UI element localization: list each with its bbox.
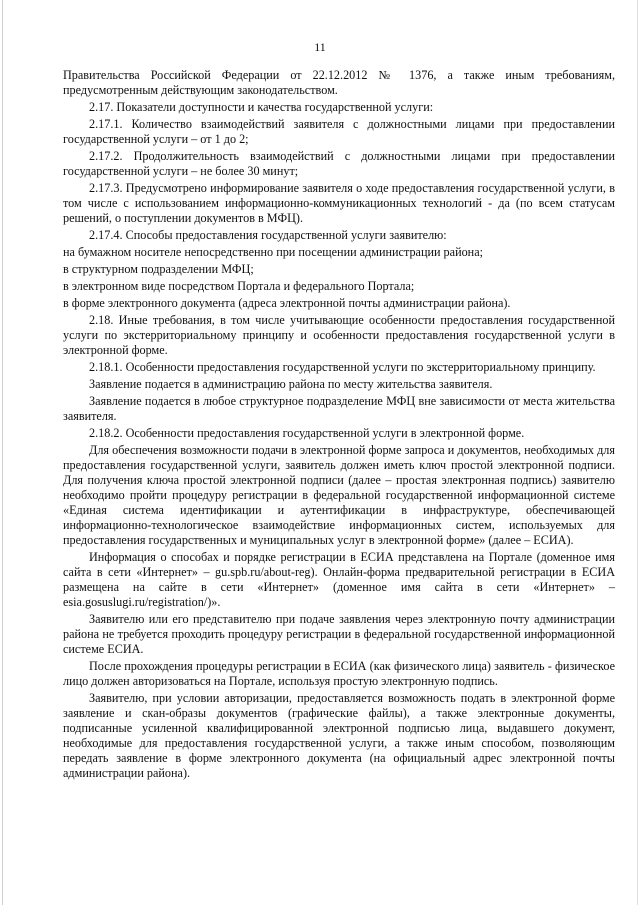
paragraph: 2.17. Показатели доступности и качества государственной услуги: [89,100,434,114]
paragraph: 2.17.4. Способы предоставления государственной услуги заявителю: [89,228,447,242]
paragraph: в структурном подразделении МФЦ; [63,262,254,276]
paragraph: 2.18.1. Особенности предоставления государственной услуги по экстерриториальному принципу. [89,360,596,374]
document-body [63,68,615,783]
paragraph: 2.17.2. Продолжительность взаимодействий с должностными лицами при предоставлении государственной услуги – не более 30 минут; [63,149,615,178]
paragraph: 2.18. Иные требования, в том числе учитывающие особенности предоставления государственной услуги по экстерриториальному принципу и особенности предоставления государственной услуги в электронной форме. [63,313,615,357]
paragraph: Для обеспечения возможности подачи в электронной форме запроса и документов, необходимых для предоставления государственной услуги, заявитель должен иметь ключ простой электронной подписи. Для получения ключа простой электронной подписи (далее – простая электронная подпись) заявителю необходимо пройти процедуру регистрации в федеральной государственной информационной системе «Единая система идентификации и аутентификации в инфраструктуре, обеспечивающей информационно-технологическое взаимодействие информационных систем, используемых для предоставления государственных и муниципальных услуг в электронной форме» (далее – ЕСИА). [63,443,615,547]
paragraph: Заявление подается в администрацию района по месту жительства заявителя. [89,377,493,391]
page-number: 11 [314,40,326,54]
paragraph: Правительства Российской Федерации от 22.12.2012 № 1376, а также иным требованиям, предусмотренным действующим законодательством. [63,68,615,97]
paragraph: 2.17.3. Предусмотрено информирование заявителя о ходе предоставления государственной услуги, в том числе с использованием информационно-коммуникационных технологий - да (по всем статусам решений, о поступлении документов в МФЦ). [63,181,615,225]
paragraph: Заявление подается в любое структурное подразделение МФЦ вне зависимости от места жительства заявителя. [63,394,615,423]
paragraph: в электронном виде посредством Портала и федерального Портала; [63,279,415,293]
scan-edge-right [637,0,638,905]
paragraph: на бумажном носителе непосредственно при посещении администрации района; [63,245,483,259]
paragraph: Заявителю, при условии авторизации, предоставляется возможность подать в электронной форме заявление и скан-образы документов (графические файлы), а также электронные документы, подписанные усиленной квалифицированной электронной подписью лица, выдавшего документ, необходимые для предоставления государственной услуги, а также иным способом, позволяющим передать заявление в форме электронного документа (на официальный адрес электронной почты администрации района). [63,691,615,780]
paragraph: Заявителю или его представителю при подаче заявления через электронную почту администрации района не требуется проходить процедуру регистрации в федеральной государственной информационной системе ЕСИА. [63,612,615,656]
scan-edge-left [2,0,3,905]
paragraph: Информация о способах и порядке регистрации в ЕСИА представлена на Портале (доменное имя сайта в сети «Интернет» – gu.spb.ru/about-reg). Онлайн-форма предварительной регистрации в ЕСИА размещена на сайте в сети «Интернет» (доменное имя сайта в сети «Интернет» – esia.gosuslugi.ru/registration/)». [63,550,615,609]
paragraph: После прохождения процедуры регистрации в ЕСИА (как физического лица) заявитель - физическое лицо должен авторизоваться на Портале, используя простую электронную подпись. [63,659,615,688]
paragraph: 2.18.2. Особенности предоставления государственной услуги в электронной форме. [89,426,525,440]
paragraph: в форме электронного документа (адреса электронной почты администрации района). [63,296,511,310]
paragraph: 2.17.1. Количество взаимодействий заявителя с должностными лицами при предоставлении государственной услуги – от 1 до 2; [63,117,615,146]
